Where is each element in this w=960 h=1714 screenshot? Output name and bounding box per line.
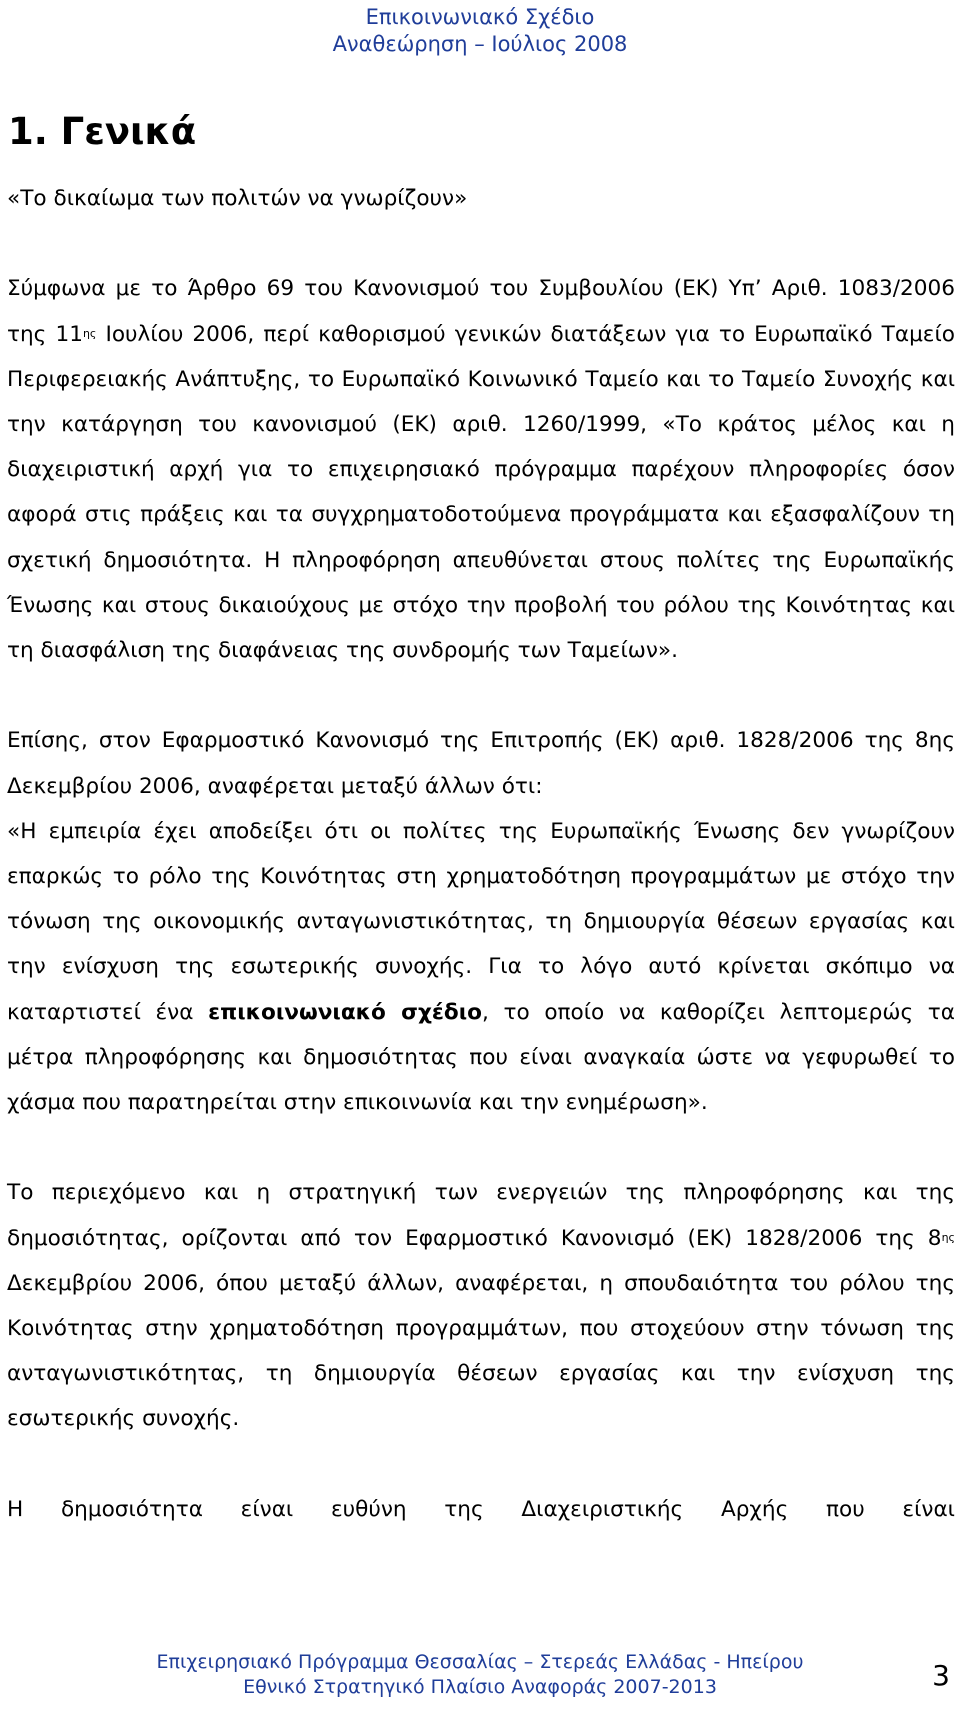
paragraph-article-69: Σύμφωνα με το Άρθρο 69 του Κανονισμού του Συμβουλίου (ΕΚ) Υπ’ Αριθ. 1083/2006 της $11^{\eta\varsigma}$ Ιουλίου 2006, περί καθορισμού γενικών διατάξεων για το Ευρωπαϊκό Ταμείο Περιφερειακής Ανάπτυξης, το Ευρωπαϊκό Κοινωνικό Ταμείο και το Ταμείο Συνοχής και την κατάργηση του κανονισμού (ΕΚ) αριθ. 1260/1999, «Το κράτος μέλος και η διαχειριστική αρχή για το επιχειρησιακό πρόγραμμα παρέχουν πληροφορίες όσον αφορά στις πράξεις και τα συγχρηματοδοτούμενα προγράμματα και εξασφαλίζουν τη σχετική δημοσιότητα. Η πληροφόρηση απευθύνεται στους πολίτες της Ευρωπαϊκής Ένωσης και στους δικαιούχους με στόχο την προβολή του ρόλου της Κοινότητας και τη διασφάλιση της διαφάνειας της συνδρομής των Ταμείων». (7, 276, 956, 664)
page-number: 3 (932, 1659, 950, 1692)
quote-title: «Το δικαίωμα των πολιτών να γνωρίζουν» (7, 186, 468, 211)
page-header (0, 4, 960, 58)
ordinal-suffix: ης (82, 326, 97, 340)
paragraph-responsibility: Η δημοσιότητα είναι ευθύνη της Διαχειριστικής Αρχής που είναι (7, 1496, 955, 1522)
header-revision: Αναθεώρηση – Ιούλιος 2008 (332, 32, 628, 56)
bold-term: επικοινωνιακό σχέδιο (208, 999, 482, 1025)
paragraph-regulation-quote: «Η εμπειρία έχει αποδείξει ότι οι πολίτες της Ευρωπαϊκής Ένωσης δεν γνωρίζουν επαρκώς το ρόλο της Κοινότητας στη χρηματοδότηση προγραμμάτων με στόχο την τόνωση της οικονομικής ανταγωνιστικότητας, τη δημιουργία θέσεων εργασίας και την ενίσχυση της εσωτερικής συνοχής. Για το λόγο αυτό κρίνεται σκόπιμο να καταρτιστεί ένα επικοινωνιακό σχέδιο, το οποίο να καθορίζει λεπτομερώς τα μέτρα πληροφόρησης και δημοσιότητας που είναι αναγκαία ώστε να γεφυρωθεί το χάσμα που παρατηρείται στην επικοινωνία και την ενημέρωση». (7, 818, 955, 1116)
header-document-title: Επικοινωνιακό Σχέδιο (365, 5, 595, 29)
ordinal-suffix: ης (941, 1230, 955, 1244)
paragraph-regulation-intro: Επίσης, στον Εφαρμοστικό Κανονισμό της Επιτροπής (ΕΚ) αριθ. 1828/2006 της 8ης Δεκεμβρίου 2006, αναφέρεται μεταξύ άλλων ότι: (7, 728, 955, 799)
paragraph-content-strategy: Το περιεχόμενο και η στρατηγική των ενεργειών της πληροφόρησης και της δημοσιότητας, ορίζονται από τον Εφαρμοστικό Κανονισμό (ΕΚ) 1828/2006 της $8^{\eta\varsigma}$ Δεκεμβρίου 2006, όπου μεταξύ άλλων, αναφέρεται, η σπουδαιότητα του ρόλου της Κοινότητας στην χρηματοδότηση προγραμμάτων, που στοχεύουν στην τόνωση της ανταγωνιστικότητας, τη δημιουργία θέσεων εργασίας και την ενίσχυση της εσωτερικής συνοχής. (7, 1180, 955, 1432)
section-heading: 1. Γενικά (8, 110, 197, 153)
page-footer (0, 1650, 960, 1700)
footer-programme: Επιχειρησιακό Πρόγραμμα Θεσσαλίας – Στερεάς Ελλάδας - Ηπείρου (156, 1651, 804, 1673)
document-body (7, 176, 955, 1532)
footer-framework: Εθνικό Στρατηγικό Πλαίσιο Αναφοράς 2007-2013 (243, 1676, 717, 1698)
